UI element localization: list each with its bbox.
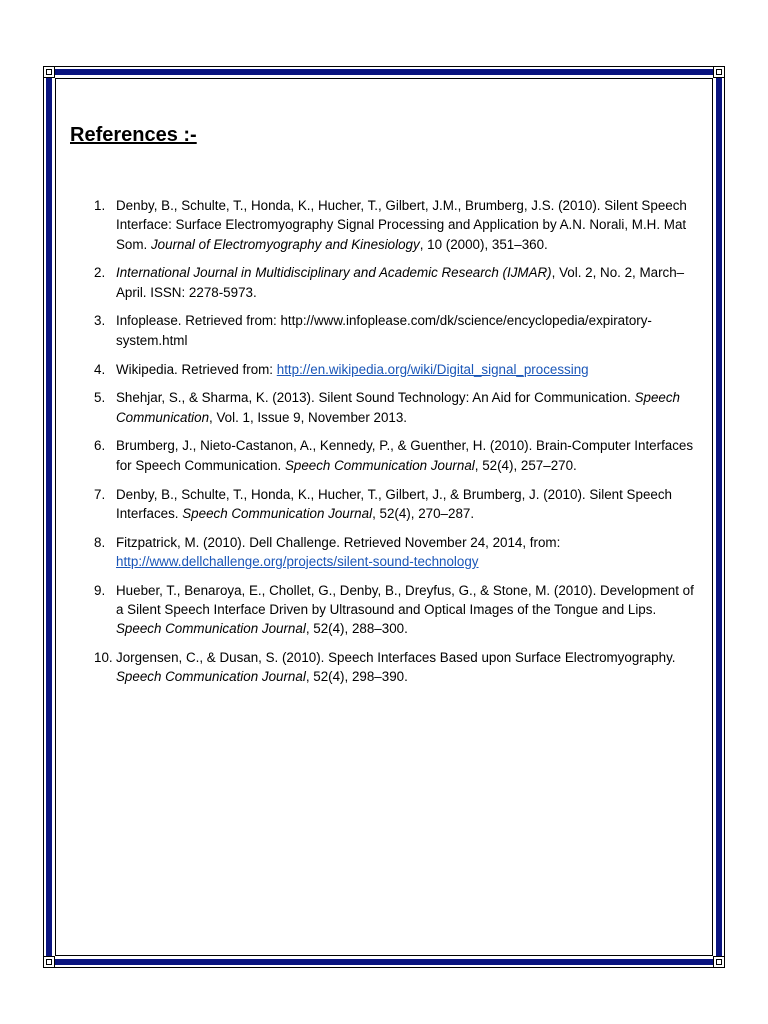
reference-text — [116, 360, 694, 379]
reference-number-label: 5. — [94, 390, 106, 406]
reference-text — [116, 196, 694, 254]
reference-text-segment: Brumberg, J., Nieto-Castanon, A., Kennedy, P., & Guenther, H. (2010). Brain-Computer Interfaces for Speech Communication. — [116, 438, 694, 473]
reference-text — [116, 581, 694, 639]
corner-ornament-top-right — [713, 66, 725, 78]
reference-text-segment: , 52(4), 298–390. — [305, 669, 408, 685]
reference-number — [82, 485, 116, 524]
reference-number-label: 8. — [94, 534, 106, 550]
reference-text — [116, 311, 694, 350]
reference-journal-title: Speech Communication Journal — [116, 621, 306, 637]
reference-number — [82, 388, 116, 427]
reference-item — [82, 648, 694, 687]
corner-ornament-bottom-right — [713, 956, 725, 968]
page-title: References :- — [70, 124, 197, 146]
reference-list — [82, 196, 694, 696]
reference-number — [82, 436, 116, 475]
reference-text-segment: Denby, B., Schulte, T., Honda, K., Hucher, T., Gilbert, J., & Brumberg, J. (2010). Silent Speech Interfaces. — [116, 486, 672, 521]
reference-item — [82, 485, 694, 524]
reference-journal-title: Speech Communication Journal — [116, 669, 306, 685]
reference-text-segment: , 52(4), 288–300. — [305, 621, 408, 637]
corner-ornament-top-left — [43, 66, 55, 78]
reference-text — [116, 436, 694, 475]
reference-item — [82, 360, 694, 379]
reference-text — [116, 533, 694, 572]
reference-journal-title: International Journal in Multidisciplinary and Academic Research (IJMAR) — [116, 265, 552, 281]
reference-journal-title: Journal of Electromyography and Kinesiology — [150, 236, 420, 252]
reference-text — [116, 485, 694, 524]
reference-item — [82, 581, 694, 639]
reference-number-label: 2. — [94, 265, 106, 281]
reference-journal-title: Speech Communication Journal — [284, 457, 475, 473]
reference-text-segment: Hueber, T., Benaroya, E., Chollet, G., Denby, B., Dreyfus, G., & Stone, M. (2010). Development of a Silent Speech Interface Driven by Ultrasound and Optical Images of the Tongue and Lips. — [116, 582, 694, 618]
reference-item — [82, 388, 694, 427]
reference-journal-title: Speech Communication — [116, 390, 680, 425]
reference-text-segment: Denby, B., Schulte, T., Honda, K., Hucher, T., Gilbert, J.M., Brumberg, J.S. (2010). Silent Speech Interface: Surface Electromyography Signal Processing and Application by A.N. Norali, M.H. Mat Som. — [116, 198, 687, 252]
reference-link[interactable]: http://www.dellchallenge.org/projects/silent-sound-technology — [116, 553, 479, 569]
reference-journal-title: Speech Communication Journal — [182, 505, 373, 521]
reference-item — [82, 196, 694, 254]
reference-text-segment: Shehjar, S., & Sharma, K. (2013). Silent Sound Technology: An Aid for Communication. — [116, 390, 635, 406]
reference-number — [82, 533, 116, 572]
corner-ornament-bottom-left — [43, 956, 55, 968]
reference-item — [82, 311, 694, 350]
reference-text-segment: , 52(4), 257–270. — [474, 457, 577, 473]
reference-text-segment: Wikipedia. Retrieved from: — [116, 361, 277, 377]
reference-text — [116, 648, 694, 687]
reference-text-segment: Fitzpatrick, M. (2010). Dell Challenge. Retrieved November 24, 2014, from: — [116, 534, 561, 550]
reference-number — [82, 648, 116, 687]
reference-number — [82, 581, 116, 639]
reference-item — [82, 263, 694, 302]
reference-number-label: 3. — [94, 313, 106, 329]
reference-item — [82, 436, 694, 475]
reference-link[interactable]: http://en.wikipedia.org/wiki/Digital_signal_processing — [276, 361, 589, 377]
reference-text-segment: , 10 (2000), 351–360. — [419, 236, 548, 252]
reference-number-label: 9. — [94, 582, 106, 598]
reference-text-segment: , Vol. 2, No. 2, March–April. ISSN: 2278-5973. — [116, 265, 685, 300]
reference-text-segment: , 52(4), 270–287. — [372, 505, 475, 521]
reference-number-label: 6. — [94, 438, 106, 454]
reference-text — [116, 263, 694, 302]
reference-number — [82, 311, 116, 350]
reference-text-segment: , Vol. 1, Issue 9, November 2013. — [209, 409, 408, 425]
reference-number — [82, 196, 116, 254]
reference-item — [82, 533, 694, 572]
reference-number-label: 10. — [94, 650, 113, 666]
reference-number — [82, 360, 116, 379]
reference-text — [116, 388, 694, 427]
reference-number-label: 4. — [94, 361, 106, 377]
reference-number-label: 7. — [94, 486, 106, 502]
reference-text-segment: Jorgensen, C., & Dusan, S. (2010). Speech Interfaces Based upon Surface Electromyography. — [116, 650, 676, 666]
reference-text-segment: Infoplease. Retrieved from: http://www.infoplease.com/dk/science/encyclopedia/expiratory-system.html — [116, 313, 652, 348]
reference-number — [82, 263, 116, 302]
reference-number-label: 1. — [94, 198, 106, 213]
